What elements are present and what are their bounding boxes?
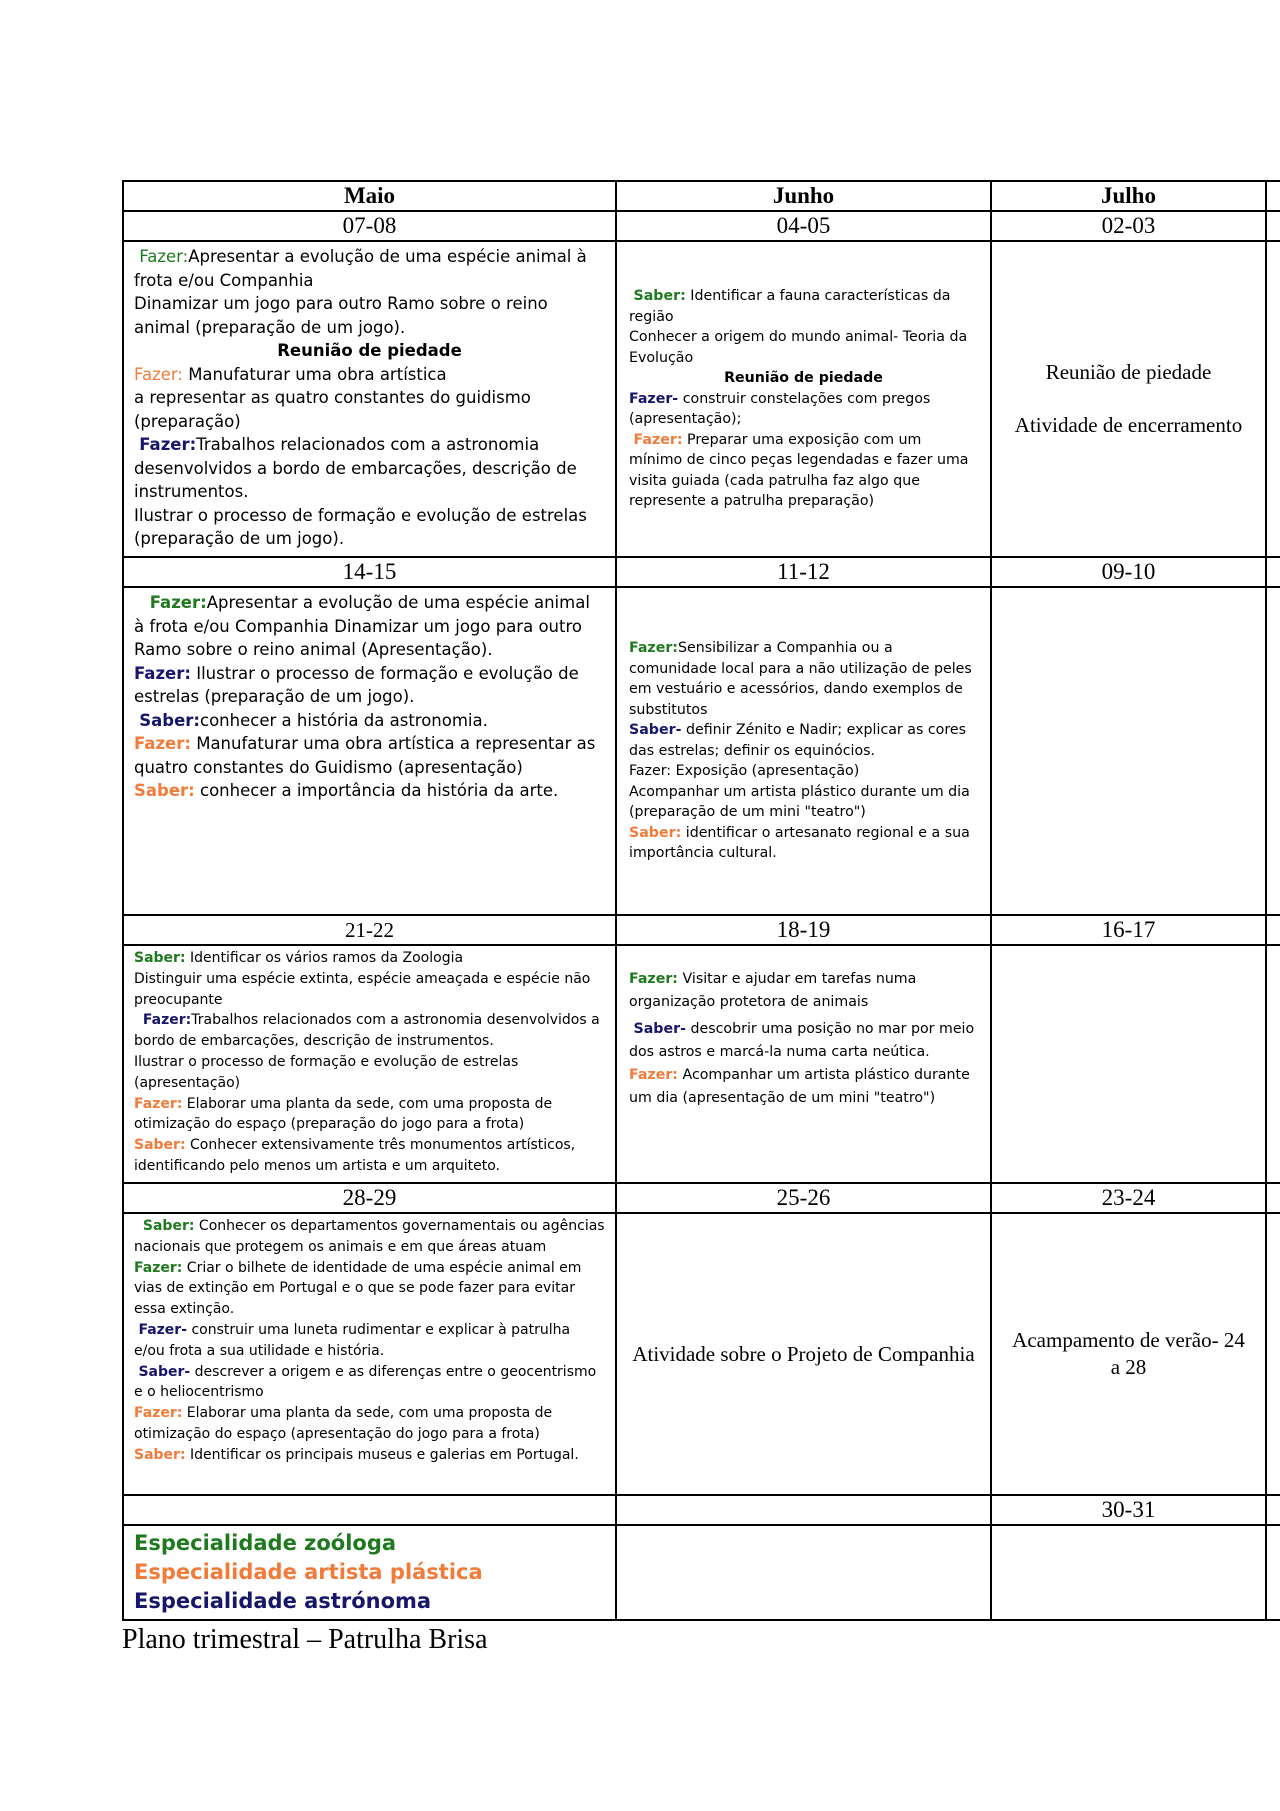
date-cell: 04-05: [616, 211, 991, 241]
legend-astronoma: Especialidade astrónoma: [134, 1589, 432, 1613]
activity-line: Fazer- construir constelações com pregos (apresentação);: [629, 390, 931, 428]
activity-line: Saber: Identificar os vários ramos da Zoologia: [134, 950, 464, 966]
activity-line: Reunião de piedade: [1045, 360, 1212, 384]
activity-cell-julho: [991, 241, 1266, 557]
activity-line: Ilustrar o processo de formação e evolução de estrelas (apresentação): [134, 1053, 519, 1091]
date-cell: 28-29: [123, 1183, 616, 1213]
date-row: [123, 915, 1280, 945]
quarterly-plan: [122, 180, 1280, 1622]
legend-row: [123, 1525, 1280, 1620]
date-cell: 14-15: [123, 557, 616, 587]
activity-row: [123, 1213, 1280, 1495]
activity-line: Saber: Conhecer os departamentos governamentais ou agências nacionais que protegem os animais e em que áreas atuam: [134, 1218, 605, 1255]
activity-cell-maio: [123, 945, 616, 1183]
activity-row: [123, 945, 1280, 1183]
date-row: [123, 211, 1280, 241]
date-cell: 02-03: [991, 211, 1266, 241]
activity-line: Fazer: Criar o bilhete de identidade de uma espécie animal em vias de extinção em Portugal e o que se pode fazer para evitar essa extinção.: [134, 1259, 582, 1318]
activity-line: Fazer:Trabalhos relacionados com a astronomia desenvolvidos a bordo de embarcações, descrição de instrumentos.: [134, 435, 577, 501]
activity-cell-junho: Atividade sobre o Projeto de Companhia: [616, 1213, 991, 1495]
activity-line: Saber- descobrir uma posição no mar por meio dos astros e marcá-la numa carta neútica.: [629, 1021, 975, 1060]
activity-cell-junho: [616, 241, 991, 557]
activity-line: Fazer: Ilustrar o processo de formação e evolução de estrelas (preparação de um jogo).: [134, 663, 579, 706]
page-footer: Plano trimestral – Patrulha Brisa: [122, 1624, 488, 1655]
activity-line: Fazer:Sensibilizar a Companhia ou a comunidade local para a não utilização de peles em vestuário e acessórios, dando exemplos de substitutos: [629, 640, 972, 718]
activity-line: Distinguir uma espécie extinta, espécie ameaçada e espécie não preocupante: [134, 970, 591, 1008]
date-cell: 07-08: [123, 211, 616, 241]
date-cell: 21-22: [123, 915, 616, 945]
date-cell: 09-10: [991, 557, 1266, 587]
activity-row: [123, 241, 1280, 557]
date-row: [123, 1495, 1280, 1525]
activity-line: Saber- descrever a origem e as diferenças entre o geocentrismo e o heliocentrismo: [134, 1363, 597, 1401]
date-row: [123, 1183, 1280, 1213]
activity-line: Saber: Conhecer extensivamente três monumentos artísticos, identificando pelo menos um artista e um arquiteto.: [134, 1137, 576, 1174]
activity-cell-junho: [616, 945, 991, 1183]
header-maio: Maio: [123, 181, 616, 211]
activity-cell-maio: [123, 587, 616, 915]
date-cell: 16-17: [991, 915, 1266, 945]
plan-table: [122, 180, 1280, 1621]
activity-line: Fazer: Elaborar uma planta da sede, com uma proposta de otimização do espaço (apresentação do jogo para a frota): [134, 1405, 553, 1442]
activity-line: Fazer- construir uma luneta rudimentar e explicar à patrulha e/ou frota a sua utilidade e história.: [134, 1321, 571, 1359]
activity-line: Ilustrar o processo de formação e evolução de estrelas (preparação de um jogo).: [134, 505, 587, 548]
activity-line: Saber: Identificar a fauna características da região: [629, 288, 951, 325]
activity-line: Acompanhar um artista plástico durante um dia (preparação de um mini "teatro"): [629, 783, 970, 821]
activity-cell-maio: [123, 1213, 616, 1495]
date-cell: 25-26: [616, 1183, 991, 1213]
header-row: [123, 181, 1280, 211]
activity-cell-julho: [991, 945, 1266, 1183]
legend: [123, 1525, 616, 1620]
activity-line: Fazer:Apresentar a evolução de uma espécie animal à frota e/ou Companhia: [134, 247, 587, 290]
activity-line: Reunião de piedade: [724, 370, 883, 387]
activity-cell-julho: [991, 587, 1266, 915]
header-julho: Julho: [991, 181, 1266, 211]
date-row: [123, 557, 1280, 587]
activity-line: Atividade de encerramento: [1014, 413, 1243, 437]
activity-line: Fazer: Manufaturar uma obra artística: [134, 364, 447, 384]
activity-row: [123, 587, 1280, 915]
activity-line: Fazer: Acompanhar um artista plástico durante um dia (apresentação de um mini "teatro"): [629, 1067, 970, 1106]
activity-line: Saber: Identificar os principais museus e galerias em Portugal.: [134, 1446, 579, 1463]
activity-line: Conhecer a origem do mundo animal- Teoria da Evolução: [629, 329, 968, 366]
activity-line: a representar as quatro constantes do guidismo (preparação): [134, 388, 531, 431]
activity-cell-julho: Acampamento de verão- 24 a 28: [991, 1213, 1266, 1495]
activity-cell-maio: [123, 241, 616, 557]
activity-line: Fazer:Trabalhos relacionados com a astronomia desenvolvidos a bordo de embarcações, descrição de instrumentos.: [134, 1012, 600, 1050]
activity-line: Fazer: Manufaturar uma obra artística a representar as quatro constantes do Guidismo (apresentação): [134, 734, 596, 777]
date-cell: 18-19: [616, 915, 991, 945]
header-junho: Junho: [616, 181, 991, 211]
activity-cell-junho: [616, 587, 991, 915]
activity-line: Saber- definir Zénito e Nadir; explicar as cores das estrelas; definir os equinócios.: [629, 722, 966, 759]
legend-zoologa: Especialidade zoóloga: [134, 1531, 397, 1555]
date-cell: 11-12: [616, 557, 991, 587]
legend-artista: Especialidade artista plástica: [134, 1560, 483, 1584]
activity-line: Fazer: Visitar e ajudar em tarefas numa organização protetora de animais: [629, 971, 917, 1010]
activity-line: Fazer: Exposição (apresentação): [629, 763, 860, 780]
activity-line: Saber:conhecer a história da astronomia.: [139, 710, 488, 730]
activity-line: Reunião de piedade: [277, 341, 462, 360]
activity-line: Saber: identificar o artesanato regional e a sua importância cultural.: [629, 824, 970, 862]
activity-line: Fazer: Preparar uma exposição com um mínimo de cinco peças legendadas e fazer uma visita guiada (cada patrulha faz algo que represente a patrulha preparação): [629, 431, 969, 510]
header-empty: [1266, 181, 1280, 211]
activity-line: Saber: conhecer a importância da história da arte.: [134, 781, 559, 800]
date-cell: 30-31: [991, 1495, 1266, 1525]
activity-line: Fazer: Elaborar uma planta da sede, com uma proposta de otimização do espaço (preparação do jogo para a frota): [134, 1095, 553, 1133]
date-cell: 23-24: [991, 1183, 1266, 1213]
activity-line: Dinamizar um jogo para outro Ramo sobre o reino animal (preparação de um jogo).: [134, 294, 548, 337]
activity-line: Fazer:Apresentar a evolução de uma espécie animal à frota e/ou Companhia Dinamizar um jogo para outro Ramo sobre o reino animal (Apresentação).: [134, 593, 590, 659]
